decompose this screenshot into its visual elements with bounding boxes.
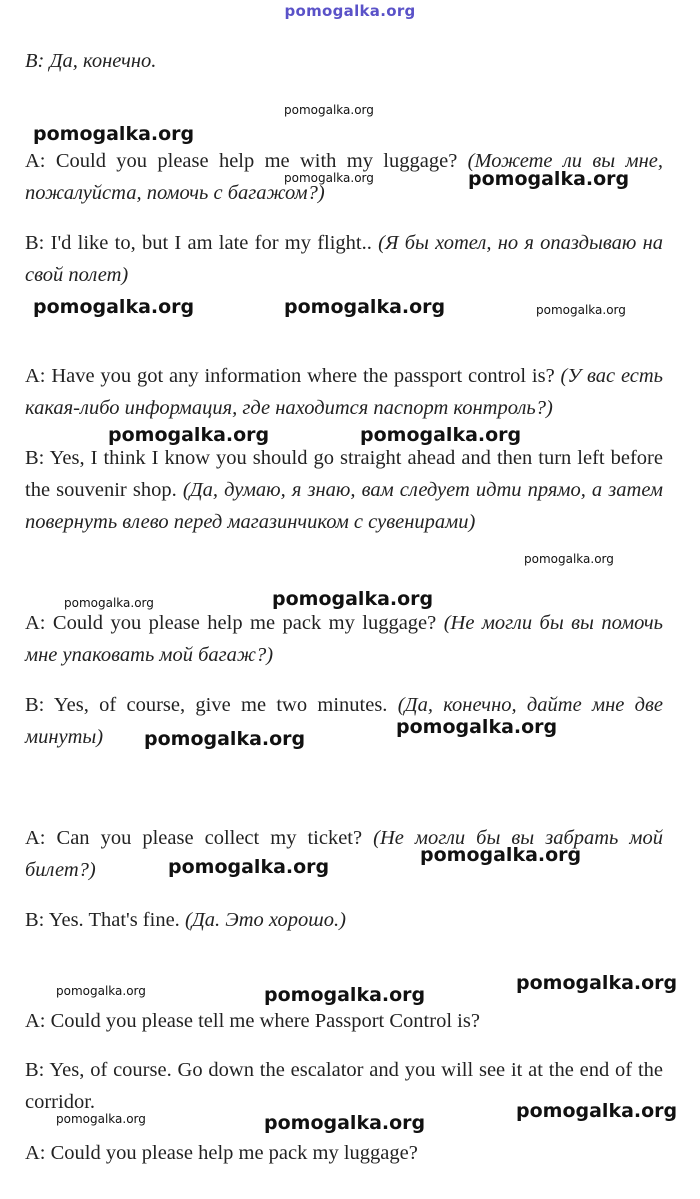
watermark: pomogalka.org (168, 856, 330, 878)
watermark: pomogalka.org (264, 984, 426, 1006)
dialog-line-6-ru: (Да, конечно, дайте мне две минуты) (25, 694, 663, 748)
dialog-line-7-ru: (Не могли бы вы забрать мой билет?) (25, 827, 663, 881)
watermark: pomogalka.org (284, 103, 374, 117)
dialog-line-0-ru: B: Да, конечно. (25, 50, 157, 72)
watermark: pomogalka.org (56, 984, 146, 998)
watermark: pomogalka.org (524, 552, 614, 566)
watermark: pomogalka.org (284, 296, 446, 318)
dialog-line-9-en: A: Could you please tell me where Passport Control is? (25, 1010, 480, 1032)
watermark: pomogalka.org (284, 171, 374, 185)
dialog-line-6-en: B: Yes, of course, give me two minutes. (25, 694, 388, 716)
watermark: pomogalka.org (396, 716, 558, 738)
dialog-line-4-en: B: Yes, I think I know you should go straight ahead and then turn left before the souvenir shop. (25, 447, 663, 501)
watermark: pomogalka.org (272, 588, 434, 610)
watermark: pomogalka.org (108, 424, 270, 446)
dialog-line-2-en: B: I'd like to, but I am late for my flight.. (25, 232, 372, 254)
dialog-line-9 (25, 1005, 663, 1037)
dialog-line-1-ru: (Можете ли вы мне, пожалуйста, помочь с багажом?) (25, 150, 663, 204)
site-header-link[interactable]: pomogalka.org (284, 2, 416, 20)
watermark: pomogalka.org (33, 296, 195, 318)
dialog-line-2 (25, 227, 663, 291)
watermark: pomogalka.org (516, 972, 678, 994)
dialog-line-3 (25, 360, 663, 424)
watermark: pomogalka.org (516, 1100, 678, 1122)
watermark: pomogalka.org (33, 123, 195, 145)
watermark: pomogalka.org (144, 728, 306, 750)
dialog-line-11 (25, 1137, 663, 1169)
dialog-line-4-ru: (Да, думаю, я знаю, вам следует идти прямо, а затем повернуть влево перед магазинчиком с сувенирами) (25, 479, 664, 533)
watermark: pomogalka.org (360, 424, 522, 446)
dialog-line-8-ru: (Да. Это хорошо.) (184, 909, 346, 931)
dialog-line-7-en: A: Can you please collect my ticket? (25, 827, 363, 849)
watermark: pomogalka.org (468, 168, 630, 190)
dialog-line-10-en: B: Yes, of course. Go down the escalator and you will see it at the end of the corridor. (25, 1059, 663, 1113)
dialog-line-3-en: A: Have you got any information where the passport control is? (25, 365, 555, 387)
dialog-line-1-en: A: Could you please help me with my luggage? (25, 150, 458, 172)
dialog-line-0 (25, 45, 663, 77)
dialog-line-5-ru: (Не могли бы вы помочь мне упаковать мой багаж?) (25, 612, 663, 666)
watermark: pomogalka.org (56, 1112, 146, 1126)
watermark: pomogalka.org (536, 303, 626, 317)
watermark: pomogalka.org (64, 596, 154, 610)
dialog-line-8-en: B: Yes. That's fine. (25, 909, 180, 931)
dialog-line-4 (25, 442, 663, 538)
dialog-line-5 (25, 607, 663, 671)
dialog-line-6 (25, 689, 663, 753)
watermark: pomogalka.org (264, 1112, 426, 1134)
watermark: pomogalka.org (420, 844, 582, 866)
dialog-line-3-ru: (У вас есть какая-либо информация, где находится паспорт контроль?) (25, 365, 664, 419)
dialog-line-11-en: A: Could you please help me pack my luggage? (25, 1142, 418, 1164)
dialog-line-5-en: A: Could you please help me pack my luggage? (25, 612, 437, 634)
dialog-line-8 (25, 904, 663, 936)
dialog-line-2-ru: (Я бы хотел, но я опаздываю на свой полет) (25, 232, 664, 286)
